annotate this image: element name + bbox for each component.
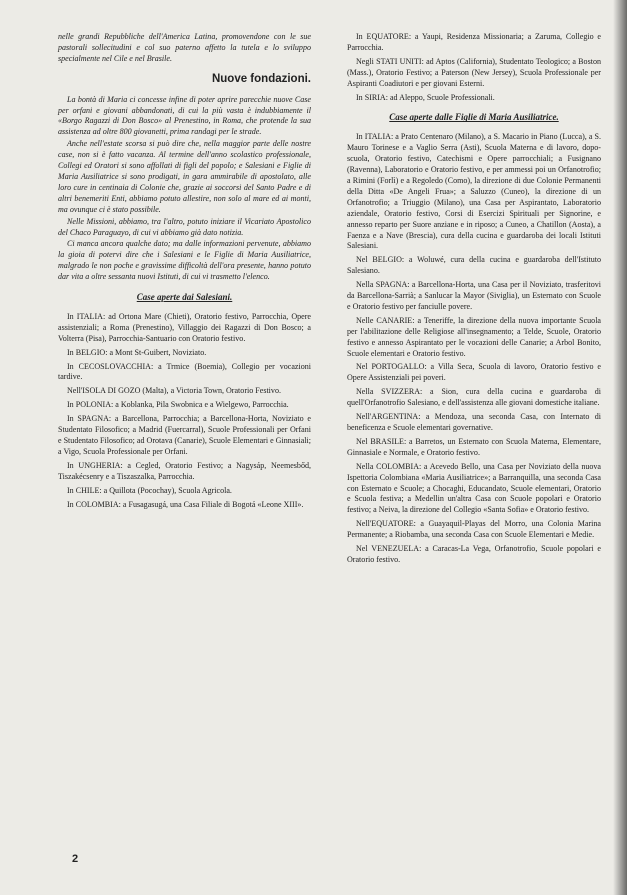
left-column — [58, 32, 311, 513]
foundation-entry: In EQUATORE: a Yaupi, Residenza Missionaria; a Zaruma, Collegio e Parrocchia. — [347, 32, 601, 52]
foundation-entry: In SPAGNA: a Barcellona, Parrocchia; a Barcellona-Horta, Noviziato e Studentato Filosofico; a Madrid (Fuercarral), Scuole Professionali per Orfani e Studentato Filosofico; ad Orotava (Canarie), Scuole Elementari e Ginnasiali; a Vigo, Scuola Professionale per Orfani. — [58, 414, 311, 456]
foundation-entry: In UNGHERIA: a Cegled, Oratorio Festivo; a Nagysáp, Neemesbőd, Tiszakécsenry e a Tiszaszalka, Parrocchia. — [58, 460, 311, 481]
foundation-entry: In COLOMBIA: a Fusagasugá, una Casa Filiale di Bogotá «Leone XIII». — [67, 499, 304, 509]
right-column — [347, 32, 601, 569]
page-number: 2 — [72, 853, 79, 865]
section-heading: Nuove fondazioni. — [211, 72, 311, 85]
foundation-entry: Nell'ISOLA DI GOZO (Malta), a Victoria Town, Oratorio Festivo. — [67, 386, 281, 396]
body-paragraph: Ci manca ancora qualche dato; ma dalle informazioni pervenute, abbiamo la gioia di potervi dire che i Salesiani e le Figlie di Maria Ausiliatrice, malgrado le non poche e gravissime difficoltà dell'ora presente, hanno potuto dar vita a oltre sessanta nuovi Istituti, di cui vi trasmetto l'elenco. — [58, 239, 311, 282]
foundation-entry: Nel BELGIO: a Woluwé, cura della cucina e guardaroba dell'Istituto Salesiano. — [347, 255, 601, 276]
body-paragraph: Nelle Missioni, abbiamo, tra l'altro, potuto iniziare il Vicariato Apostolico del Chaco Paraguayo, di cui vi abbiamo già dato notizia. — [58, 216, 311, 237]
foundation-entry: In CECOSLOVACCHIA: a Trmice (Boemia), Collegio per vocazioni tardive. — [58, 361, 311, 382]
salesiani-subheading: Case aperte dai Salesiani. — [136, 292, 233, 303]
figlie-subheading: Case aperte dalle Figlie di Maria Ausiliatrice. — [389, 112, 559, 123]
foundation-entry: Nella SPAGNA: a Barcellona-Horta, una Casa per il Noviziato, trasferitovi da Barcellona-Sarrià; a Sanlucar la Mayor (Siviglia), un Esternato con Scuole e Oratorio festivo per fanciulle povere. — [347, 280, 601, 311]
foundation-entry: In SIRIA: ad Aleppo, Scuole Professionali. — [356, 92, 495, 102]
foundation-entry: Nell'EQUATORE: a Guayaquil-Playas del Morro, una Colonia Marina Permanente; a Riobamba, una seconda Casa con Scuole Elementari e Medie. — [347, 519, 601, 540]
foundation-entry: Negli STATI UNITI: ad Aptos (California), Studentato Teologico; a Boston (Mass.), Oratorio Festivo; a Paterson (New Jersey), Scuola Professionale per Aspiranti Coadiutori e per giovani Esterni. — [347, 56, 601, 88]
foundation-entry: In BELGIO: a Mont St-Guibert, Noviziato. — [67, 347, 207, 357]
body-paragraph: La bontà di Maria ci concesse infine di poter aprire parecchie nuove Case per orfani e giovani abbandonati, di cui la più vasta è indubbiamente il «Borgo Ragazzi di Don Bosco» al Prenestino, in Roma, che protende la sua assistenza ad oltre 800 giovanetti, prima randagi per le strade. — [58, 94, 311, 137]
foundation-entry: Nell'ARGENTINA: a Mendoza, una seconda Casa, con Internato di beneficenza e Scuole elementari governative. — [347, 412, 601, 432]
foundation-entry: Nel BRASILE: a Barretos, un Esternato con Scuola Materna, Elementare, Ginnasiale e Normale, e Oratorio festivo. — [347, 436, 601, 457]
intro-paragraph: nelle grandi Repubbliche dell'America Latina, promovendone con le sue pastorali sollecitudini e col suo paterno affetto la tutela e lo sviluppo specialmente nel Cile e nel Brasile. — [58, 32, 311, 63]
foundation-entry: Nella SVIZZERA: a Sion, cura della cucina e guardaroba di quell'Orfanotrofio Salesiano, e dell'assistenza alle giovani domestiche italiane. — [347, 387, 601, 408]
foundation-entry: In POLONIA: a Koblanka, Pila Swobnica e a Wielgewo, Parrocchia. — [67, 400, 289, 410]
foundation-entry: Nel PORTOGALLO: a Villa Seca, Scuola di lavoro, Oratorio festivo e Opere Assistenziali pei poveri. — [347, 362, 601, 383]
foundation-entry: Nelle CANARIE: a Teneriffe, la direzione della nuova importante Scuola per l'abilitazione delle Religiose all'insegnamento; a Telde, Scuole, Oratorio festivo e annesso Aspirantato per le vocazioni delle Canarie; a Arbol Bonito, Scuole elementari e Oratorio festivo. — [347, 315, 601, 358]
foundation-entry: In ITALIA: ad Ortona Mare (Chieti), Oratorio festivo, Parrocchia, Opere assistenziali; a Roma (Prenestino), Villaggio dei Ragazzi di Don Bosco; a Volterra (Pisa), Parrocchia-Santuario con Oratorio festivo. — [58, 311, 311, 343]
foundation-entry: Nel VENEZUELA: a Caracas-La Vega, Orfanotrofio, Scuole popolari e Oratorio festivo. — [347, 544, 601, 564]
foundation-entry: In CHILE: a Quillota (Pocochay), Scuola Agricola. — [67, 485, 232, 495]
body-paragraph: Anche nell'estate scorsa si può dire che, nella maggior parte delle nostre case, non si è fatto vacanza. Al termine dell'anno scolastico professionale, Collegi ed Oratori si sono affollati di figli del popolo; e Salesiani e Figlie di Maria Ausiliatrice si sono prodigati, in gara ammirabile di apostolato, alle loro cure in centinaia di Colonie che, grazie ai soccorsi del Santo Padre e di altri benemeriti Enti, abbiamo potuto allestire, non solo al mare ed ai monti, ma ovunque ci è stato possibile. — [58, 139, 311, 214]
foundation-entry: In ITALIA: a Prato Centenaro (Milano), a S. Macario in Piano (Lucca), a S. Mauro Torinese e a Vaglio Serra (Asti), Scuola Materna e di lavoro, dopo-scuola, Oratorio festivo, Catechismi e Opere parrocchiali; a Fusignano (Ravenna), Laboratorio e Oratorio festivo, e per ammessi poi un Orfanotrofio; a Rimini (Forlì) e a Regoledo (Como), la direzione di due Colonie Permanenti della Ditta «De Angeli Frua»; a Saluzzo (Cuneo), la direzione di un Orfanotrofio; a Triuggio (Milano), una Casa per Aspirantato, Laboratorio aziendale, Oratorio festivo, Corsi di Esercizi Spirituali per Signorine, e annesso reparto per Suore anziane e in riposo; a Cuneo, a Chatillon (Aosta), a Faenza e a Nave (Brescia), cura della cucina e guardaroba dei locali Istituti Salesiani. — [347, 132, 601, 251]
foundation-entry: Nella COLOMBIA: a Acevedo Bello, una Casa per Noviziato della nuova Ispettoria Colombiana «Maria Ausiliatrice»; a Barranquilla, una seconda Casa con Esternato e Scuole; a Chocaghi, Educandato, Scuole elementari, Oratorio e Scuola festiva; a Medellin un'altra Casa con Scuole popolari e Oratorio festivo; a Neiva, la direzione del Collegio «Santa Sofia» e Oratorio festivo. — [347, 461, 601, 515]
binding-shadow — [613, 0, 627, 895]
